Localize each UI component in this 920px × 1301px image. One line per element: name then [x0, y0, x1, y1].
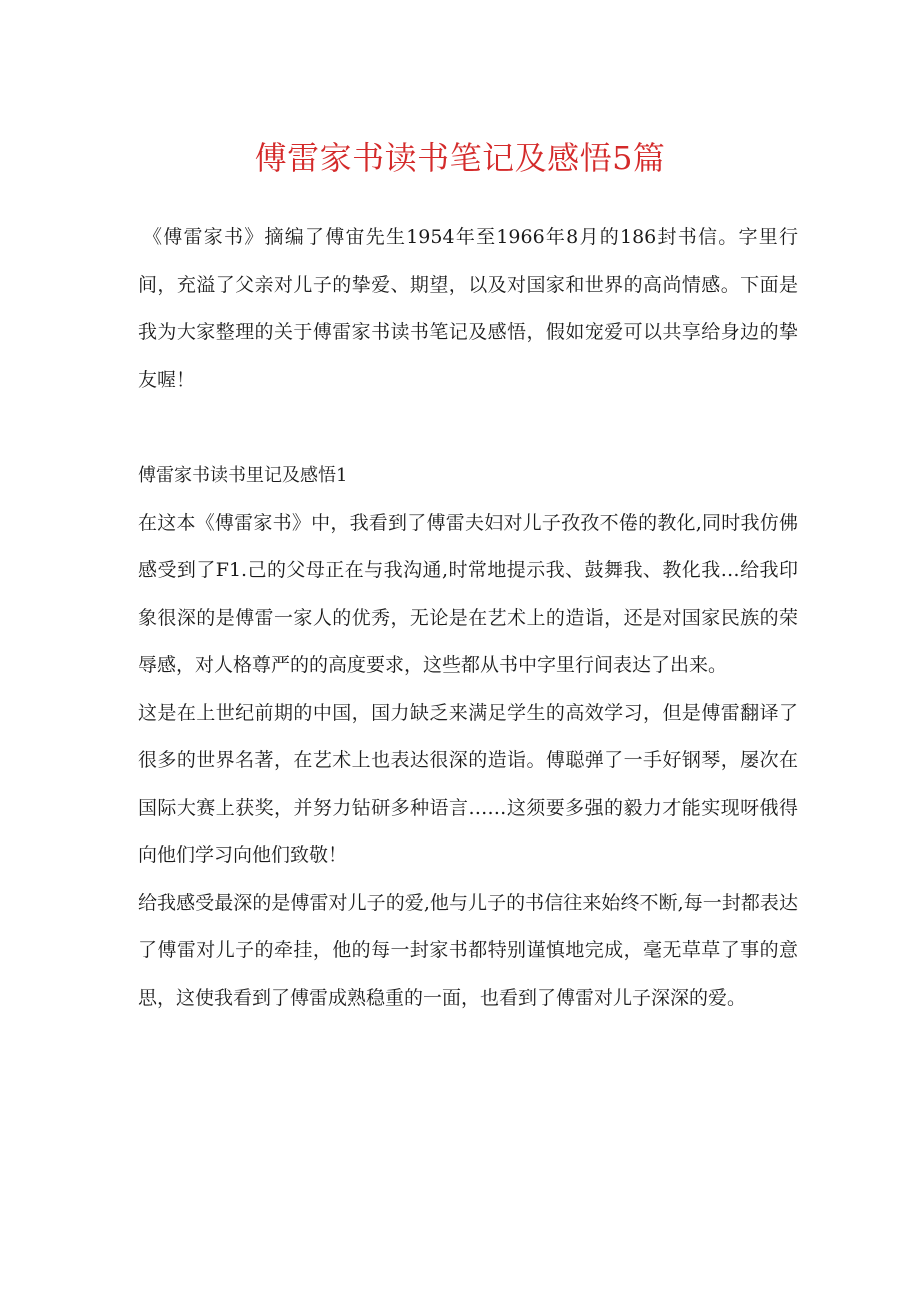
section-spacer [138, 404, 798, 452]
body-paragraph-1: 在这本《傅雷家书》中，我看到了傅雷夫妇对儿子孜孜不倦的教化,同时我仿佛感受到了F1.己的父母正在与我沟通,时常地提示我、鼓舞我、教化我…给我印象很深的是傅雷一家人的优秀，无论是在艺术上的造诣，还是对国家民族的荣辱感，对人格尊严的的高度要求，这些都从书中字里行间表达了出来。 [138, 511, 798, 676]
intro-paragraph: 《傅雷家书》摘编了傅宙先生1954年至1966年8月的186封书信。字里行间，充溢了父亲对儿子的挚爱、期望，以及对国家和世界的高尚情感。下面是我为大家整理的关于傅雷家书读书笔记及感悟，假如宠爱可以共享给身边的挚友喔！ [138, 226, 798, 391]
body-paragraph-3: 给我感受最深的是傅雷对儿子的爱,他与儿子的书信往来始终不断,每一封都表达了傅雷对儿子的牵挂，他的每一封家书都特别谨慎地完成，毫无草草了事的意思，这使我看到了傅雷成熟稳重的一面，也看到了傅雷对儿子深深的爱。 [138, 891, 798, 1009]
document-body [138, 214, 798, 1022]
section-heading: 傅雷家书读书里记及感悟1 [138, 465, 348, 486]
body-paragraph-2: 这是在上世纪前期的中国，国力缺乏来满足学生的高效学习，但是傅雷翻译了很多的世界名著，在艺术上也表达很深的造诣。傅聪弹了一手好钢琴，屡次在国际大赛上获奖，并努力钻研多种语言……这须要多强的毅力才能实现呀俄得向他们学习向他们致敬！ [138, 701, 798, 866]
document-title: 傅雷家书读书笔记及感悟5篇 [254, 139, 666, 177]
